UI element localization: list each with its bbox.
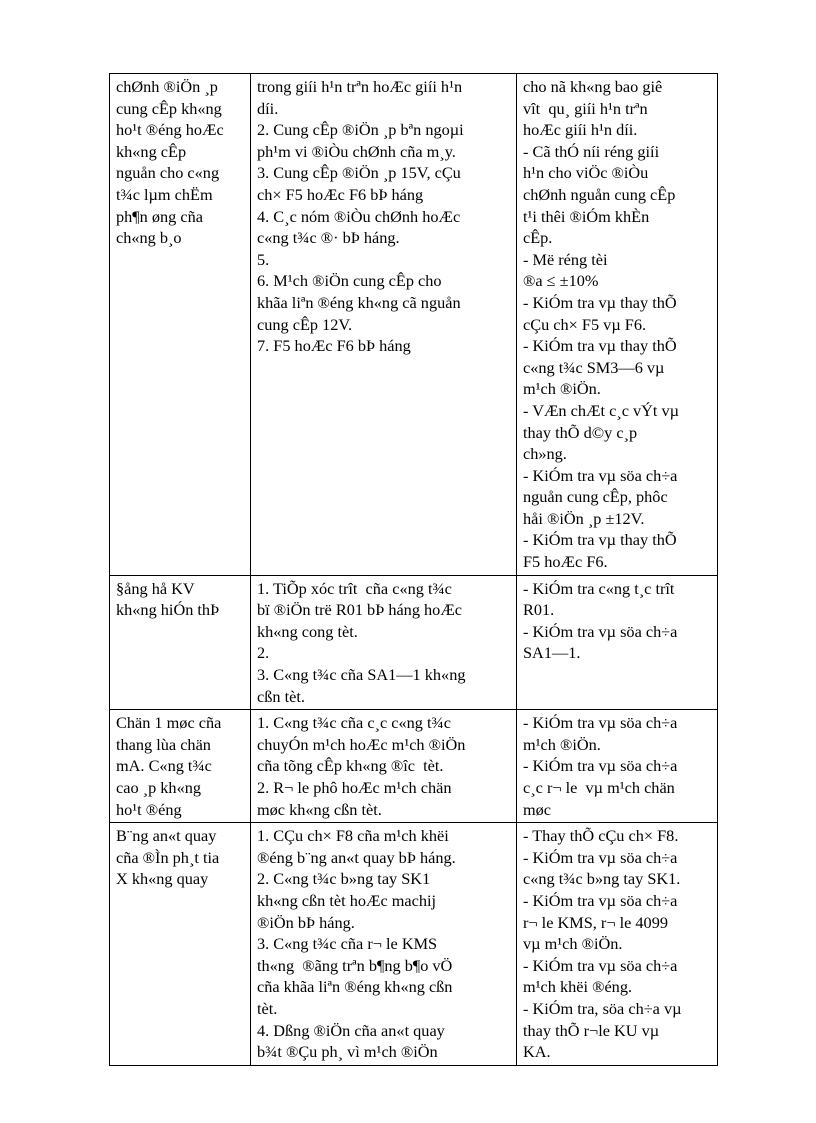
text-line: kh«ng cÊp xyxy=(116,141,187,161)
remedy-cell xyxy=(517,74,718,576)
text-line: 3. C«ng t¾c cña r¬ le KMS xyxy=(257,934,438,954)
cause-cell xyxy=(251,823,517,1066)
text-line: 3. Cung cÊp ®iÖn ¸p 15V, cÇu xyxy=(257,163,461,183)
text-line: 2. R¬ le phô hoÆc m¹ch chän xyxy=(257,778,452,797)
text-line: c«ng t¾c SM3—6 vµ xyxy=(523,357,665,377)
text-line: ®iÖn bÞ háng. xyxy=(257,912,355,932)
text-line: - KiÓm tra vµ thay thÕ xyxy=(523,530,677,550)
text-line: KA. xyxy=(523,1042,551,1062)
text-line: - KiÓm tra vµ söa ch÷a xyxy=(523,890,678,910)
text-line: - KiÓm tra vµ söa ch÷a xyxy=(523,713,678,733)
fault-cell xyxy=(110,575,251,710)
text-line: chØnh ®iÖn ¸p xyxy=(116,77,218,96)
text-line: bï ®iÖn trë R01 bÞ háng hoÆc xyxy=(257,600,463,620)
text-line: cÇu ch× F5 vµ F6. xyxy=(523,314,647,334)
text-line: §ång hå KV xyxy=(116,578,195,598)
text-line: Chän 1 møc cña xyxy=(116,713,222,733)
text-line: - Cã thÓ níi réng giíi xyxy=(523,141,660,161)
text-line: ®a ≤ ±10% xyxy=(523,271,599,291)
text-line: - Thay thÕ cÇu ch× F8. xyxy=(523,826,679,846)
troubleshooting-table xyxy=(109,73,718,1066)
text-line: cÊp. xyxy=(523,228,553,248)
text-line: ph¹m vi ®iÒu chØnh cña m¸y. xyxy=(257,141,456,161)
text-line: - KiÓm tra vµ thay thÕ xyxy=(523,336,677,356)
remedy-cell xyxy=(517,575,718,710)
text-line: cña tõng cÊp kh«ng ®îc tèt. xyxy=(257,756,444,776)
text-line: cung cÊp kh«ng xyxy=(116,98,222,118)
text-line: th«ng ®ãng trªn b¶ng b¶o vÖ xyxy=(257,955,453,975)
table-row xyxy=(110,575,718,710)
text-line: b¾t ®Çu ph¸ vì m¹ch ®iÖn xyxy=(257,1042,438,1062)
text-line: - KiÓm tra c«ng t¸c trît xyxy=(523,578,675,598)
text-line: 4. Dßng ®iÖn cña an«t quay xyxy=(257,1020,445,1040)
remedy-cell xyxy=(517,823,718,1066)
text-line: nguån cung cÊp, phôc xyxy=(523,487,668,507)
text-line: - KiÓm tra vµ söa ch÷a xyxy=(523,756,678,776)
text-line: vît qu¸ giíi h¹n trªn xyxy=(523,98,648,118)
cause-cell xyxy=(251,74,517,576)
text-line: cung cÊp 12V. xyxy=(257,314,353,334)
text-line: ch«ng b¸o xyxy=(116,228,182,248)
text-line: cho nã kh«ng bao giê xyxy=(523,77,663,96)
text-line: t¹i thêi ®iÓm khÈn xyxy=(523,206,650,226)
text-line: - KiÓm tra vµ söa ch÷a xyxy=(523,621,678,641)
text-line: ho¹t ®éng hoÆc xyxy=(116,120,224,140)
text-line: mA. C«ng t¾c xyxy=(116,756,212,776)
text-line: 2. xyxy=(257,643,270,663)
text-line: B¨ng an«t quay xyxy=(116,826,217,846)
text-line: hoÆc giíi h¹n díi. xyxy=(523,120,638,140)
text-line: khãa liªn ®éng kh«ng cã nguån xyxy=(257,292,461,312)
text-line: thang lùa chän xyxy=(116,734,211,754)
text-line: R01. xyxy=(523,600,555,620)
text-line: møc xyxy=(523,799,552,819)
fault-cell xyxy=(110,74,251,576)
text-line: 4. C¸c nóm ®iÒu chØnh hoÆc xyxy=(257,206,461,226)
text-line: kh«ng cßn tèt hoÆc machij xyxy=(257,890,437,910)
text-line: 2. C«ng t¾c b»ng tay SK1 xyxy=(257,869,431,889)
text-line: cao ¸p kh«ng xyxy=(116,778,201,797)
text-line: nguån cho c«ng xyxy=(116,163,220,183)
text-line: m¹ch ®iÖn. xyxy=(523,379,601,399)
text-line: 6. M¹ch ®iÖn cung cÊp cho xyxy=(257,271,442,291)
cause-cell xyxy=(251,575,517,710)
text-line: trong giíi h¹n trªn hoÆc giíi h¹n xyxy=(257,77,463,96)
text-line: 5. xyxy=(257,249,270,269)
text-line: SA1—1. xyxy=(523,643,581,663)
text-line: r¬ le KMS, r¬ le 4099 xyxy=(523,912,668,932)
text-line: kh«ng hiÓn thÞ xyxy=(116,600,220,620)
text-line: c¸c r¬ le vµ m¹ch chän xyxy=(523,778,675,797)
table-row xyxy=(110,823,718,1066)
text-line: ch»ng. xyxy=(523,444,567,464)
text-line: ch× F5 hoÆc F6 bÞ háng xyxy=(257,184,424,204)
text-line: håi ®iÖn ¸p ±12V. xyxy=(523,508,645,528)
cause-cell xyxy=(251,710,517,823)
text-line: - VÆn chÆt c¸c vÝt vµ xyxy=(523,400,680,420)
text-line: møc kh«ng cßn tèt. xyxy=(257,799,382,819)
text-line: 1. C«ng t¾c cña c¸c c«ng t¾c xyxy=(257,713,451,733)
text-line: 3. C«ng t¾c cña SA1—1 kh«ng xyxy=(257,665,466,685)
text-line: 2. Cung cÊp ®iÖn ¸p bªn ngoµi xyxy=(257,120,464,140)
text-line: - KiÓm tra vµ söa ch÷a xyxy=(523,955,678,975)
text-line: cña khãa liªn ®éng kh«ng cßn xyxy=(257,977,453,997)
remedy-cell xyxy=(517,710,718,823)
text-line: - KiÓm tra vµ söa ch÷a xyxy=(523,847,678,867)
text-line: tèt. xyxy=(257,998,278,1018)
text-line: ph¶n øng cña xyxy=(116,206,203,226)
table-row xyxy=(110,74,718,576)
text-line: kh«ng cong tèt. xyxy=(257,621,358,641)
text-line: cña ®Ìn ph¸t tia xyxy=(116,847,220,867)
text-line: vµ m¹ch ®iÖn. xyxy=(523,934,623,954)
text-line: c«ng t¾c b»ng tay SK1. xyxy=(523,869,681,889)
text-line: chuyÓn m¹ch hoÆc m¹ch ®iÖn xyxy=(257,734,466,754)
fault-cell xyxy=(110,823,251,1066)
text-line: díi. xyxy=(257,98,279,118)
text-line: t¾c lµm chËm xyxy=(116,184,213,204)
text-line: - KiÓm tra vµ thay thÕ xyxy=(523,292,677,312)
text-line: thay thÕ d©y c¸p xyxy=(523,422,638,442)
text-line: c«ng t¾c ®· bÞ háng. xyxy=(257,228,400,248)
text-line: cßn tèt. xyxy=(257,686,305,706)
text-line: thay thÕ r¬le KU vµ xyxy=(523,1020,660,1040)
text-line: - KiÓm tra, söa ch÷a vµ xyxy=(523,998,682,1018)
fault-cell xyxy=(110,710,251,823)
text-line: F5 hoÆc F6. xyxy=(523,552,608,572)
text-line: - Më réng tèi xyxy=(523,249,608,269)
text-line: X kh«ng quay xyxy=(116,869,209,889)
text-line: m¹ch ®iÖn. xyxy=(523,734,601,754)
text-line: m¹ch khëi ®éng. xyxy=(523,977,633,997)
text-line: chØnh nguån cung cÊp xyxy=(523,184,676,204)
text-line: h¹n cho viÖc ®iÒu xyxy=(523,163,649,183)
table-row xyxy=(110,710,718,823)
text-line: 1. TiÕp xóc trît cña c«ng t¾c xyxy=(257,578,452,598)
text-line: - KiÓm tra vµ söa ch÷a xyxy=(523,465,678,485)
text-line: ho¹t ®éng xyxy=(116,799,182,819)
text-line: 1. CÇu ch× F8 cña m¹ch khëi xyxy=(257,826,449,846)
text-line: 7. F5 hoÆc F6 bÞ háng xyxy=(257,336,411,356)
text-line: ®éng b¨ng an«t quay bÞ háng. xyxy=(257,847,456,867)
